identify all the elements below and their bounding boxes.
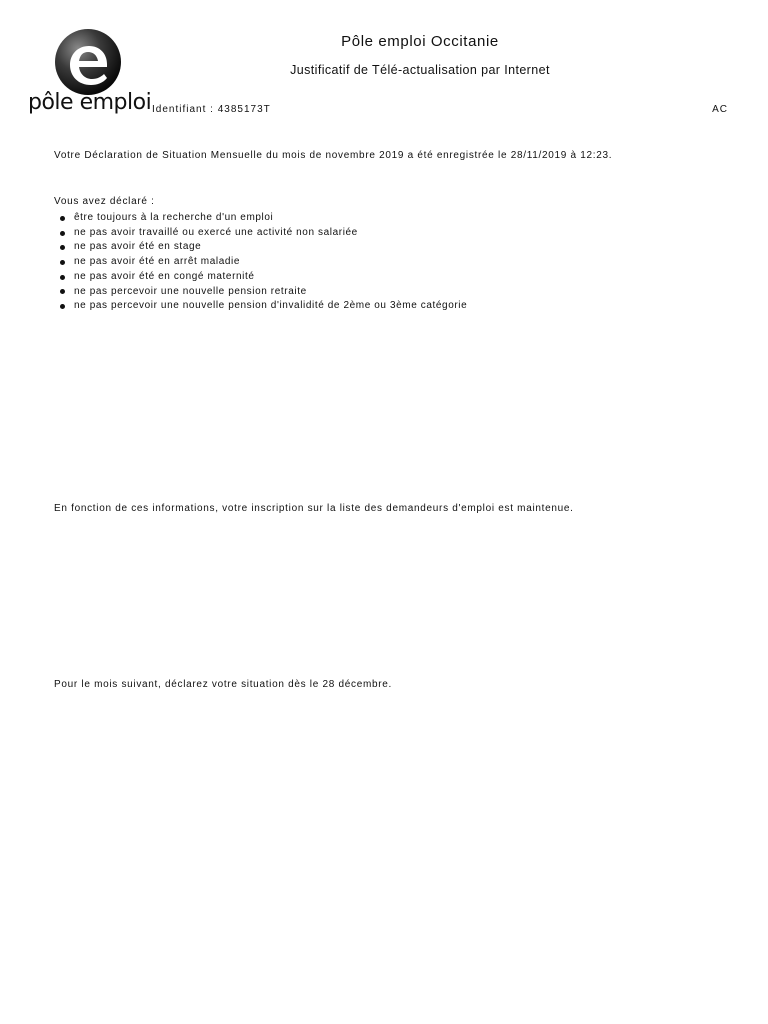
- list-item: [60, 255, 467, 270]
- bullet-icon: [60, 216, 65, 221]
- declared-items-list: [60, 211, 467, 314]
- bullet-icon: [60, 275, 65, 280]
- list-item-text: ne pas avoir été en arrêt maladie: [74, 256, 240, 268]
- page-title: Pôle emploi Occitanie: [341, 33, 499, 50]
- bullet-icon: [60, 289, 65, 294]
- bullet-icon: [60, 304, 65, 309]
- bullet-icon: [60, 231, 65, 236]
- list-item: [60, 299, 467, 314]
- list-item: [60, 226, 467, 241]
- list-item-text: ne pas avoir travaillé ou exercé une activité non salariée: [74, 226, 358, 238]
- identifiant-label: Identifiant : 4385173T: [152, 104, 271, 115]
- list-item-text: ne pas percevoir une nouvelle pension retraite: [74, 285, 307, 297]
- declaration-statement: Votre Déclaration de Situation Mensuelle du mois de novembre 2019 a été enregistrée le 28/11/2019 à 12:23.: [54, 150, 613, 161]
- logo-e-mark-icon: [54, 28, 122, 96]
- list-item: [60, 270, 467, 285]
- list-item-text: être toujours à la recherche d'un emploi: [74, 212, 274, 223]
- list-item: [60, 240, 467, 255]
- list-item-text: ne pas avoir été en congé maternité: [74, 270, 255, 282]
- agent-initials: AC: [712, 104, 728, 115]
- logo-wordmark: pôle emploi: [28, 90, 152, 115]
- bullet-icon: [60, 260, 65, 265]
- next-month-notice: Pour le mois suivant, déclarez votre situation dès le 28 décembre.: [54, 679, 393, 690]
- registration-result: En fonction de ces informations, votre inscription sur la liste des demandeurs d'emploi est maintenue.: [54, 503, 574, 514]
- page-subtitle: Justificatif de Télé-actualisation par Internet: [290, 63, 550, 77]
- list-item-text: ne pas avoir été en stage: [74, 241, 202, 253]
- pole-emploi-logo: [28, 28, 152, 120]
- list-item: [60, 211, 467, 226]
- list-item-text: ne pas percevoir une nouvelle pension d'invalidité de 2ème ou 3ème catégorie: [74, 300, 468, 312]
- declared-intro: Vous avez déclaré :: [54, 196, 155, 207]
- bullet-icon: [60, 245, 65, 250]
- list-item: [60, 285, 467, 300]
